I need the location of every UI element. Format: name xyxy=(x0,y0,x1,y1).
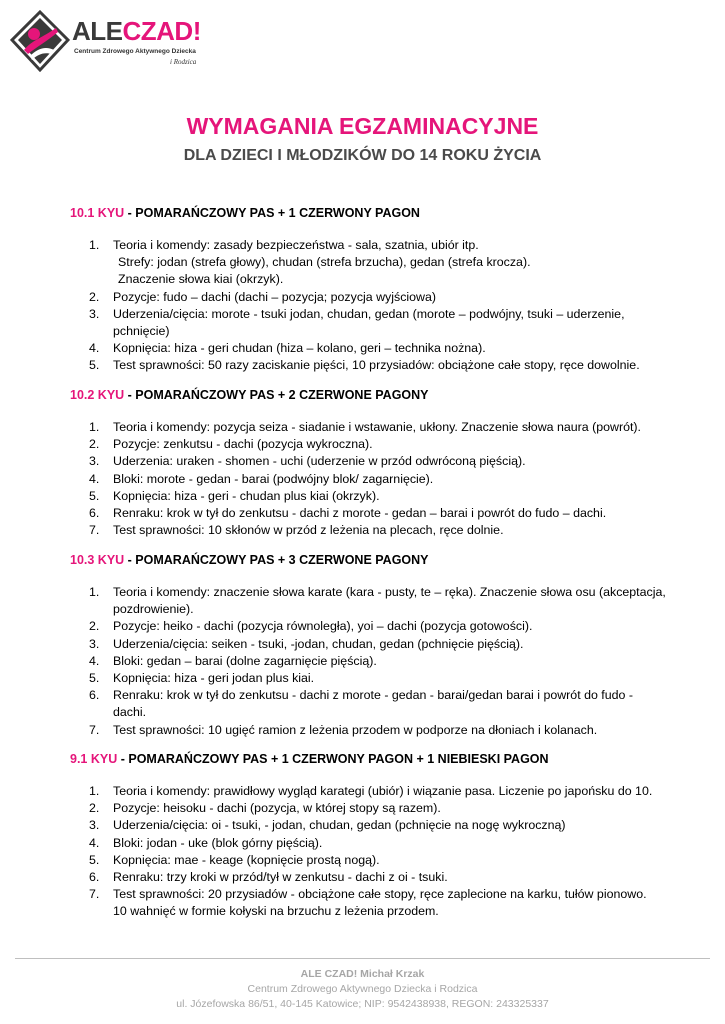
list-item xyxy=(70,670,670,687)
list-item-number: 7. xyxy=(89,887,100,902)
list-item xyxy=(70,505,670,522)
list-item-text: Bloki: morote - gedan - barai (podwójny blok/ zagarnięcie). xyxy=(113,471,434,486)
list-item xyxy=(70,869,670,886)
list-item-text: Test sprawności: 50 razy zaciskanie pięści, 10 przysiadów: obciążone całe stopy, ręce dowolnie. xyxy=(113,358,640,373)
list-item-text: Renraku: krok w tył do zenkutsu - dachi z morote - gedan - barai/gedan barai i powrót do fudo - xyxy=(113,688,633,703)
page-subtitle: DLA DZIECI I MŁODZIKÓW DO 14 ROKU ŻYCIA xyxy=(183,147,542,164)
list-item xyxy=(70,636,670,653)
requirements-list xyxy=(70,237,670,375)
list-item-number: 1. xyxy=(89,585,100,599)
list-item-text: Uderzenia/cięcia: seiken - tsuki, -jodan, chudan, gedan (pchnięcie pięścią). xyxy=(113,636,524,651)
list-item xyxy=(70,453,670,470)
list-item-text: Pozycje: fudo – dachi (dachi – pozycja; pozycja wyjściowa) xyxy=(113,289,436,304)
list-item-number: 5. xyxy=(89,852,100,867)
list-item-text: Teoria i komendy: pozycja seiza - siadanie i wstawanie, ukłony. Znaczenie słowa naura (powrót). xyxy=(113,420,641,434)
footer-address: ul. Józefowska 86/51, 40-145 Katowice; NIP: 9542438938, REGON: 243325337 xyxy=(176,998,549,1010)
list-item-text: Kopnięcia: hiza - geri chudan (hiza – kolano, geri – technika nożna). xyxy=(113,341,486,356)
logo-wordmark: ALECZAD! xyxy=(72,16,201,46)
list-item-text: 10 wahnięć w formie kołyski na brzuchu z leżenia przodem. xyxy=(113,904,439,919)
list-item-text: Znaczenie słowa kiai (okrzyk). xyxy=(118,272,284,287)
list-item-number: 2. xyxy=(89,289,100,304)
list-item-number: 1. xyxy=(89,238,100,252)
footer-company: ALE CZAD! Michał Krzak xyxy=(300,968,425,980)
list-item-text: Uderzenia/cięcia: oi - tsuki, - jodan, chudan, gedan (pchnięcie na nogę wykroczną) xyxy=(113,818,566,833)
list-item xyxy=(70,817,670,834)
list-item-number: 3. xyxy=(89,454,100,469)
list-item-text: Strefy: jodan (strefa głowy), chudan (strefa brzucha), gedan (strefa krocza). xyxy=(118,255,531,270)
list-item-number: 7. xyxy=(89,722,100,737)
list-item xyxy=(70,835,670,852)
list-item-text: Teoria i komendy: znaczenie słowa karate (kara - pusty, te – ręka). Znaczenie słowa osu (akceptacja, xyxy=(113,585,666,599)
list-item xyxy=(70,522,670,539)
list-item-text: Pozycje: zenkutsu - dachi (pozycja wykroczna). xyxy=(113,437,373,452)
section-heading: 10.2 KYU - POMARAŃCZOWY PAS + 2 CZERWONE PAGONY xyxy=(70,388,429,402)
list-item-number: 2. xyxy=(89,801,100,816)
list-item xyxy=(70,340,670,357)
list-item-number: 1. xyxy=(89,784,100,798)
list-item-text: Test sprawności: 10 ugięć ramion z leżenia przodem w podporze na dłoniach i kolanach. xyxy=(113,722,598,737)
list-item xyxy=(70,800,670,817)
list-item-text: Kopnięcia: hiza - geri - chudan plus kiai (okrzyk). xyxy=(113,488,380,503)
list-item xyxy=(70,357,670,374)
list-item xyxy=(70,306,670,340)
list-item-number: 6. xyxy=(89,688,100,703)
list-item-text: Teoria i komendy: zasady bezpieczeństwa - sala, szatnia, ubiór itp. xyxy=(113,238,479,252)
list-item-text: pchnięcie) xyxy=(113,324,170,339)
list-item xyxy=(70,886,670,920)
list-item-number: 5. xyxy=(89,488,100,503)
list-item xyxy=(70,471,670,488)
list-item-text: Kopnięcia: mae - keage (kopnięcie prostą nogą). xyxy=(113,852,380,867)
list-item-number: 4. xyxy=(89,653,100,668)
section-heading: 9.1 KYU - POMARAŃCZOWY PAS + 1 CZERWONY PAGON + 1 NIEBIESKI PAGON xyxy=(70,752,549,766)
list-item-text: Kopnięcia: hiza - geri jodan plus kiai. xyxy=(113,671,315,686)
logo xyxy=(10,10,200,80)
section-heading: 10.1 KYU - POMARAŃCZOWY PAS + 1 CZERWONY PAGON xyxy=(70,206,420,220)
list-item-number: 1. xyxy=(89,420,100,434)
list-item xyxy=(70,653,670,670)
list-item-number: 2. xyxy=(89,437,100,452)
requirements-list xyxy=(70,419,670,539)
list-item xyxy=(70,722,670,739)
list-item xyxy=(70,419,670,436)
list-item xyxy=(70,618,670,635)
list-item-text: Uderzenia: uraken - shomen - uchi (uderzenie w przód odwróconą pięścią). xyxy=(113,454,526,469)
list-item-text: pozdrowienie). xyxy=(113,602,194,617)
list-item-number: 6. xyxy=(89,870,100,885)
requirements-list xyxy=(70,783,670,921)
requirements-list xyxy=(70,584,670,739)
page-title: WYMAGANIA EGZAMINACYJNE xyxy=(186,113,539,139)
list-item xyxy=(70,852,670,869)
list-item-text: Uderzenia/cięcia: morote - tsuki jodan, chudan, gedan (morote – podwójny, tsuki – uderzenie, xyxy=(113,306,625,321)
list-item-number: 3. xyxy=(89,306,100,321)
footer-description: Centrum Zdrowego Aktywnego Dziecka i Rodzica xyxy=(247,983,478,995)
logo-emblem-icon xyxy=(10,10,70,72)
list-item xyxy=(70,289,670,306)
list-item xyxy=(70,783,670,800)
list-item-text: Pozycje: heiko - dachi (pozycja równoległa), yoi – dachi (pozycja gotowości). xyxy=(113,619,533,634)
list-item-text: Test sprawności: 10 skłonów w przód z leżenia na plecach, ręce dolnie. xyxy=(113,523,504,538)
list-item-text: dachi. xyxy=(113,705,147,720)
logo-subtitle-2: i Rodzica xyxy=(170,58,197,66)
list-item-text: Bloki: gedan – barai (dolne zagarnięcie pięścią). xyxy=(113,653,377,668)
list-item-number: 4. xyxy=(89,341,100,356)
list-item xyxy=(70,436,670,453)
list-item-number: 5. xyxy=(89,358,100,373)
list-item-number: 7. xyxy=(89,523,100,538)
list-item-number: 6. xyxy=(89,506,100,521)
list-item-number: 3. xyxy=(89,636,100,651)
list-item xyxy=(70,584,670,618)
logo-subtitle: Centrum Zdrowego Aktywnego Dziecka xyxy=(74,48,196,55)
list-item-text: Renraku: trzy kroki w przód/tył w zenkutsu - dachi z oi - tsuki. xyxy=(113,870,448,885)
list-item xyxy=(70,488,670,505)
list-item-text: Bloki: jodan - uke (blok górny pięścią). xyxy=(113,835,323,850)
list-item xyxy=(70,237,670,289)
list-item-number: 4. xyxy=(89,471,100,486)
footer-divider xyxy=(15,958,710,959)
list-item-text: Renraku: krok w tył do zenkutsu - dachi z morote - gedan – barai i powrót do fudo – dachi. xyxy=(113,506,607,521)
list-item-text: Teoria i komendy: prawidłowy wygląd karategi (ubiór) i wiązanie pasa. Liczenie po japońsku do 10. xyxy=(113,784,653,798)
list-item-number: 4. xyxy=(89,835,100,850)
list-item-text: Pozycje: heisoku - dachi (pozycja, w której stopy są razem). xyxy=(113,801,441,816)
list-item-number: 5. xyxy=(89,671,100,686)
list-item-text: Test sprawności: 20 przysiadów - obciążone całe stopy, ręce zaplecione na karku, tułów pionowo. xyxy=(113,887,647,902)
list-item-number: 3. xyxy=(89,818,100,833)
list-item xyxy=(70,687,670,721)
section-heading: 10.3 KYU - POMARAŃCZOWY PAS + 3 CZERWONE PAGONY xyxy=(70,553,429,567)
list-item-number: 2. xyxy=(89,619,100,634)
